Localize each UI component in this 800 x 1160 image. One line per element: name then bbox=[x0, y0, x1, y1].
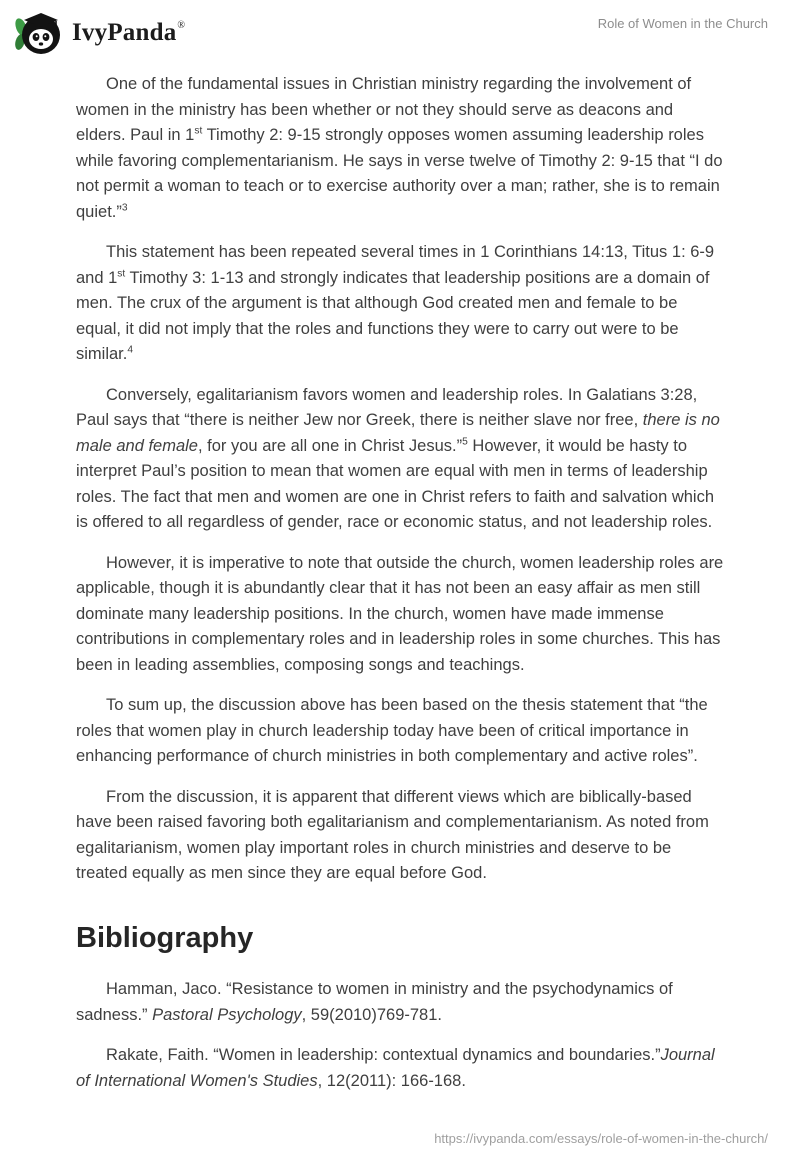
text-segment: One of the fundamental issues in Christian ministry regarding the involvement of women in the ministry has been whether or not they should serve as deacons and elders. Paul in 1 bbox=[76, 75, 692, 144]
bibliography-entry-1 bbox=[76, 977, 724, 1028]
paragraph-3 bbox=[76, 383, 724, 536]
text-segment: , for you are all one in Christ Jesus.” bbox=[198, 436, 463, 455]
header bbox=[0, 0, 800, 62]
paragraph-2 bbox=[76, 240, 724, 368]
paragraph-5 bbox=[76, 693, 724, 770]
brand-text: IvyPanda bbox=[72, 19, 177, 46]
brand-link[interactable] bbox=[14, 9, 185, 57]
superscript-ordinal: st bbox=[117, 268, 126, 279]
text-segment: From the discussion, it is apparent that different views which are biblically-based have been raised favoring both egalitarianism and complementarianism. As noted from egalitarianism, women play important roles in church ministries and deserve to be treated equally as men since they are equal before God. bbox=[76, 787, 709, 882]
journal-title-italic: Journal of International Women's Studies bbox=[76, 1046, 715, 1090]
text-segment: Conversely, egalitarianism favors women and leadership roles. In Galatians 3:28, Paul says that “there is neither Jew nor Greek, there is neither slave nor free, bbox=[76, 385, 698, 429]
document-title: Role of Women in the Church bbox=[597, 16, 768, 31]
text-segment: This statement has been repeated several times in 1 Corinthians 14:13, Titus 1: 6-9 and 1 bbox=[76, 243, 715, 287]
italic-text: there is no male and female bbox=[76, 411, 720, 455]
text-segment: To sum up, the discussion above has been based on the thesis statement that “the roles that women play in church leadership today have been of critical importance in enhancing performance of church ministries in both complementary and active roles”. bbox=[76, 696, 708, 765]
paragraph-1 bbox=[76, 72, 724, 225]
footnote-marker: 5 bbox=[462, 436, 468, 447]
text-segment: Hamman, Jaco. “Resistance to women in ministry and the psychodynamics of sadness.” bbox=[76, 980, 673, 1024]
essay-content bbox=[0, 62, 800, 1094]
text-segment: , 59(2010)769-781. bbox=[301, 1005, 442, 1024]
footnote-marker: 4 bbox=[127, 344, 134, 356]
superscript-ordinal: st bbox=[194, 125, 203, 137]
text-segment: Rakate, Faith. “Women in leadership: contextual dynamics and boundaries.” bbox=[106, 1046, 661, 1065]
brand-name bbox=[72, 19, 185, 47]
ivypanda-logo-icon bbox=[14, 9, 62, 57]
footnote-marker: 3 bbox=[121, 202, 128, 213]
footer-url: https://ivypanda.com/essays/role-of-women-in-the-church/ bbox=[434, 1131, 768, 1146]
bibliography-entry-2 bbox=[76, 1043, 724, 1094]
text-segment: However, it is imperative to note that outside the church, women leadership roles are applicable, though it is abundantly clear that it has not been an easy affair as men still dominate many leadership positions. In the church, women have made immense contributions in complementary roles and in leadership roles in some churches. This has been in leading assemblies, composing songs and teachings. bbox=[76, 553, 724, 674]
text-segment: Timothy 3: 1-13 and strongly indicates that leadership positions are a domain of men. The crux of the argument is that although God created men and female to be equal, it did not imply that the roles and functions they were to carry out were to be similar. bbox=[76, 268, 710, 363]
text-segment: Timothy 2: 9-15 strongly opposes women assuming leadership roles while favoring complementarianism. He says in verse twelve of Timothy 2: 9-15 that “I do not permit a woman to teach or to exercise authority over a man; rather, she is to remain quiet.” bbox=[76, 126, 723, 221]
text-segment: , 12(2011): 166-168. bbox=[317, 1071, 466, 1090]
text-segment: However, it would be hasty to interpret Paul’s position to mean that women are equal with men in terms of leadership roles. The fact that men and women are one in Christ refers to faith and salvation which is offered to all regardless of gender, race or economic status, and not leadership roles. bbox=[76, 436, 715, 531]
paragraph-6 bbox=[76, 785, 724, 887]
bibliography-heading: Bibliography bbox=[76, 921, 254, 954]
registered-mark: ® bbox=[177, 20, 186, 31]
journal-title-italic: Pastoral Psychology bbox=[152, 1005, 302, 1024]
paragraph-4 bbox=[76, 551, 724, 679]
